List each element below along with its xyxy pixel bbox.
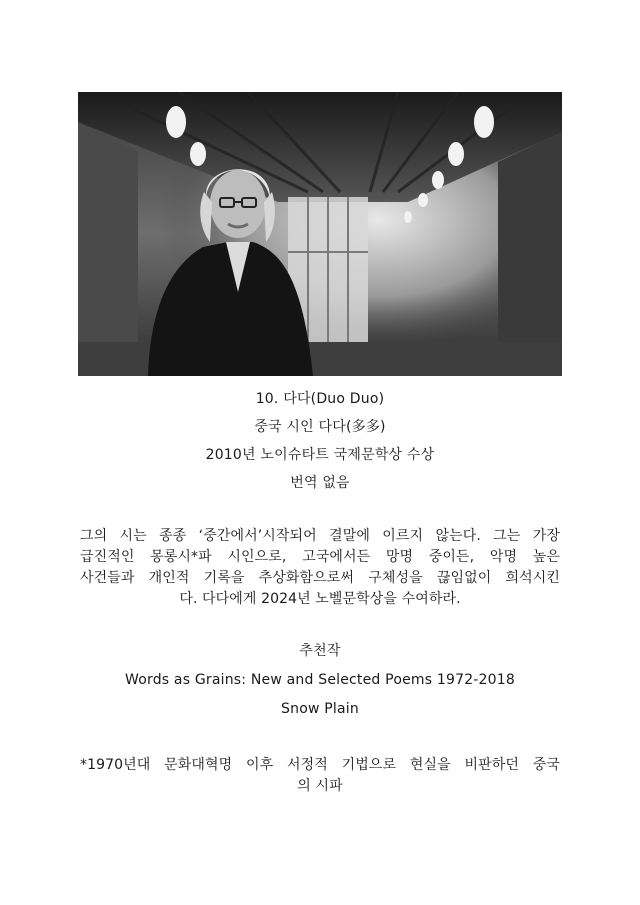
recommendations-heading: 추천작: [299, 643, 341, 659]
award-line: 2010년 노이슈타트 국제문학상 수상: [205, 447, 435, 463]
poet-subtitle: 중국 시인 다다(多多): [254, 419, 386, 435]
recommended-work: Words as Grains: New and Selected Poems 1972-2018: [125, 672, 515, 688]
footnote-line: 의 시파: [297, 778, 343, 794]
recommended-work: Snow Plain: [281, 701, 359, 717]
footnote: [80, 755, 560, 797]
paragraph-line: 사건들과 개인적 기록을 추상화함으로써 구체성을 끊임없이 희석시킨: [80, 570, 560, 586]
translation-status: 번역 없음: [290, 475, 350, 491]
paragraph-line: 그의 시는 종종 ‘중간에서’시작되어 결말에 이르지 않는다. 그는 가장: [80, 528, 560, 544]
entry-title: 10. 다다(Duo Duo): [255, 391, 385, 407]
description-paragraph: [80, 526, 560, 610]
footnote-line: *1970년대 문화대혁명 이후 서정적 기법으로 현실을 비판하던 중국: [80, 757, 560, 773]
paragraph-line: 다. 다다에게 2024년 노벨문학상을 수여하라.: [179, 591, 461, 607]
paragraph-line: 급진적인 몽롱시*파 시인으로, 고국에서든 망명 중이든, 악명 높은: [80, 549, 560, 565]
portrait-photo: [78, 92, 562, 376]
